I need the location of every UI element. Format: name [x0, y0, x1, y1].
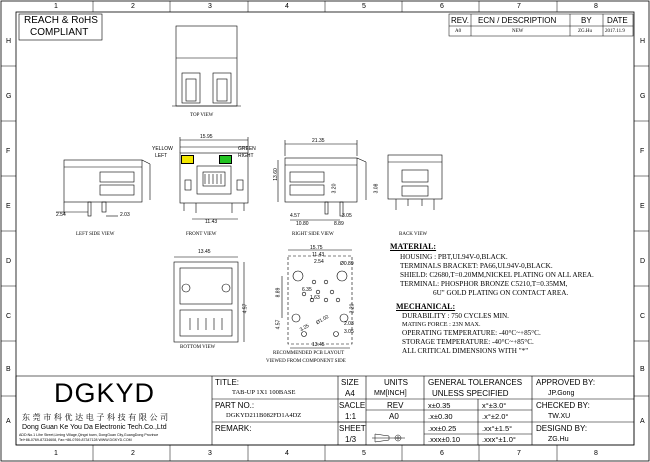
projection-symbol	[372, 434, 405, 442]
tolerance-linear: .xx±0.25	[428, 424, 457, 433]
led-left-label: LEFT	[155, 153, 168, 159]
row-letter: B	[640, 366, 645, 373]
dim-left-254: 2.54	[56, 212, 66, 218]
dim-right-305: 3.05	[342, 213, 352, 219]
row-letter: H	[640, 38, 646, 45]
designed-label: DESIGND BY:	[536, 424, 588, 433]
by-header: BY	[581, 16, 592, 25]
rev-header: REV.	[451, 16, 469, 25]
column-number: 5	[362, 450, 366, 457]
part-value: DGKYD211B082FD1A4DZ	[226, 412, 302, 419]
dim-right-1360: 13.60	[272, 168, 279, 181]
column-number: 7	[517, 450, 521, 457]
dim-pcb-457: 4.57	[275, 319, 282, 330]
dim-front-width: 15.95	[200, 134, 213, 140]
row-letter: H	[6, 38, 12, 45]
column-number: 5	[362, 3, 366, 10]
column-number: 1	[54, 3, 58, 10]
dim-pcb-102: Ø1.02	[315, 314, 330, 327]
tolerance-angular: .xxx°±1.0°	[482, 435, 516, 444]
sheet-label: SHEET	[339, 424, 366, 433]
column-number: 6	[440, 3, 444, 10]
yellow-led	[181, 155, 194, 164]
company-address: ADD:No.1 Lihe Street,Liming Village,Qingxi town, DongGuan City,GuangDong Province	[19, 433, 159, 437]
column-number: 8	[594, 3, 598, 10]
dim-pcb-254: 2.54	[314, 259, 324, 265]
left-side-view-drawing	[56, 160, 150, 216]
material-line: SHIELD: C2680,T=0.20MM,NICKEL PLATING ON ALL AREA.	[400, 271, 594, 279]
dim-left-203: 2.03	[120, 212, 130, 218]
row-letter: F	[6, 148, 11, 155]
column-number: 8	[594, 450, 598, 457]
title-value: TAB-UP 1X1 100BASE	[232, 389, 296, 396]
led-green-label: GREEN	[238, 146, 256, 152]
dim-front-1143: 11.43	[205, 219, 218, 225]
designed-value: ZG.Hu	[548, 436, 569, 443]
row-letter: B	[6, 366, 11, 373]
compliance-line-2: COMPLIANT	[30, 27, 89, 38]
led-yellow-label: YELLOW	[152, 146, 173, 152]
dim-right-889: 8.89	[334, 221, 344, 227]
dim-pcb-635: 6.35	[302, 287, 312, 293]
dim-pcb-1575: 15.75	[310, 245, 323, 251]
mechanical-line: DURABILITY : 750 CYCLES MIN.	[402, 312, 509, 320]
row-letter: D	[640, 258, 646, 265]
material-line: 6U" GOLD PLATING ON CONTACT AREA.	[433, 289, 569, 297]
size-value: A4	[345, 389, 355, 398]
dim-right-1080: 10.80	[296, 221, 309, 227]
tolerance-title-1: GENERAL TOLERANCES	[428, 378, 523, 387]
units-value: MM[INCH]	[374, 390, 407, 397]
dim-right-2135: 21.35	[312, 138, 325, 144]
tolerance-title-2: UNLESS SPECIFIED	[432, 389, 509, 398]
row-letter: C	[640, 313, 646, 320]
row-letter: A	[6, 418, 11, 425]
pcb-caption-1: RECOMMENDED PCB LAYOUT	[273, 351, 345, 356]
ecn-header: ECN / DESCRIPTION	[478, 16, 557, 25]
column-number: 7	[517, 3, 521, 10]
tolerance-angular: .xx°±1.5°	[482, 424, 513, 433]
mechanical-line: ALL CRITICAL DIMENSIONS WITH "*"	[402, 347, 529, 355]
dim-right-457: 4.57	[290, 213, 300, 219]
scale-value: 1:1	[345, 412, 357, 421]
bottom-view-caption: BOTTOM VIEW	[180, 345, 216, 350]
company-name-cn: 东 莞 市 科 优 达 电 子 科 技 有 限 公 司	[22, 413, 169, 422]
tolerance-linear: .xxx±0.10	[428, 435, 461, 444]
dim-pcb-1143: 11.43	[312, 252, 325, 258]
tolerance-angular: .x°±2.0°	[482, 412, 509, 421]
material-line: TERMINAL: PHOSPHOR BRONZE C5210,T=0.35MM,	[400, 280, 568, 288]
top-view-caption: TOP VIEW	[190, 113, 214, 118]
material-line: HOUSING : PBT,UL94V-0,BLACK.	[400, 253, 508, 261]
mechanical-line: OPERATING TEMPERATURE: -40°C~+85°C.	[402, 329, 541, 337]
sheet-value: 1/3	[345, 435, 357, 444]
column-number: 3	[208, 3, 212, 10]
date-header: DATE	[607, 16, 628, 25]
tolerance-angular: x°±3.0°	[482, 401, 507, 410]
approved-value: JP.Gong	[548, 390, 575, 397]
mechanical-title: MECHANICAL:	[396, 302, 456, 311]
row-letter: D	[6, 258, 12, 265]
back-view-drawing	[388, 155, 442, 210]
part-label: PART NO.:	[215, 401, 255, 410]
size-label: SIZE	[341, 378, 359, 387]
right-view-caption: RIGHT SIDE VIEW	[292, 232, 334, 237]
top-view-drawing	[172, 26, 241, 106]
units-label: UNITS	[384, 378, 408, 387]
checked-label: CHECKED BY:	[536, 401, 590, 410]
dim-bottom-457: 4.57	[242, 303, 249, 314]
tolerance-linear: x±0.35	[428, 401, 451, 410]
company-name-en: Dong Guan Ke You Da Electronic Tech.Co.,Ltd	[22, 424, 167, 431]
rev-label: REV	[387, 401, 404, 410]
title-label: TITLE:	[215, 378, 240, 387]
dim-right-320: 3.20	[331, 183, 338, 194]
by-value: ZG.Hu	[578, 29, 593, 34]
row-letter: E	[6, 203, 11, 210]
column-number: 3	[208, 450, 212, 457]
material-title: MATERIAL:	[390, 242, 437, 251]
row-letter: E	[640, 203, 645, 210]
approved-label: APPROVED BY:	[536, 378, 596, 387]
bottom-view-drawing	[174, 257, 244, 342]
back-view-caption: BACK VIEW	[399, 232, 428, 237]
company-logo: DGKYD	[54, 378, 156, 408]
checked-value: TW.XU	[548, 413, 571, 420]
column-number: 4	[285, 3, 289, 10]
date-value: 2017.11.9	[605, 29, 625, 34]
row-letter: G	[6, 93, 12, 100]
scale-label: SACLE	[339, 401, 366, 410]
dim-pcb-325: 3.25	[298, 323, 311, 334]
column-number: 6	[440, 450, 444, 457]
company-contact: Tel+86-0769-87334608, Fax:+86-0769-87347128 WWW.DGKYD.COM	[19, 438, 132, 442]
tolerance-linear: .x±0.30	[428, 412, 453, 421]
row-letter: F	[640, 148, 645, 155]
mechanical-line: MATING FORCE : 23N MAX.	[402, 321, 481, 328]
pcb-caption-2: VIEWED FROM COMPONENT SIDE	[266, 359, 346, 364]
column-number: 2	[131, 450, 135, 457]
dim-back-308: 3.08	[373, 183, 380, 194]
led-right-label: RIGHT	[238, 153, 254, 159]
material-line: TERMINALS BRACKET: PA66,UL94V-0,BLACK.	[400, 262, 553, 270]
column-number: 1	[54, 450, 58, 457]
ecn-value: NEW	[512, 29, 524, 34]
dim-pcb-203: 2.03	[344, 321, 354, 327]
right-side-view-drawing	[278, 140, 366, 220]
rev-value-block: A0	[389, 412, 399, 421]
left-view-caption: LEFT SIDE VIEW	[76, 232, 115, 237]
remark-label: REMARK:	[215, 424, 252, 433]
dim-bottom-1345: 13.45	[198, 249, 211, 255]
dim-pcb-889: 8.89	[275, 287, 282, 298]
row-letter: G	[640, 93, 646, 100]
column-number: 4	[285, 450, 289, 457]
dim-pcb-320: 3.20	[349, 303, 356, 314]
column-number: 2	[131, 3, 135, 10]
row-letter: C	[6, 313, 12, 320]
dim-pcb-089: Ø0.89	[340, 261, 354, 267]
dim-pcb-1345: 13.45	[312, 342, 325, 348]
row-letter: A	[640, 418, 645, 425]
compliance-line-1: REACH & RoHS	[24, 15, 98, 26]
mechanical-line: STORAGE TEMPERATURE: -40°C~+85°C.	[402, 338, 534, 346]
green-led	[219, 155, 232, 164]
dim-pcb-305: 3.05	[344, 329, 354, 335]
dim-pcb-163: 1.63	[310, 295, 320, 301]
rev-value: A0	[455, 29, 462, 34]
front-view-caption: FRONT VIEW	[186, 232, 217, 237]
